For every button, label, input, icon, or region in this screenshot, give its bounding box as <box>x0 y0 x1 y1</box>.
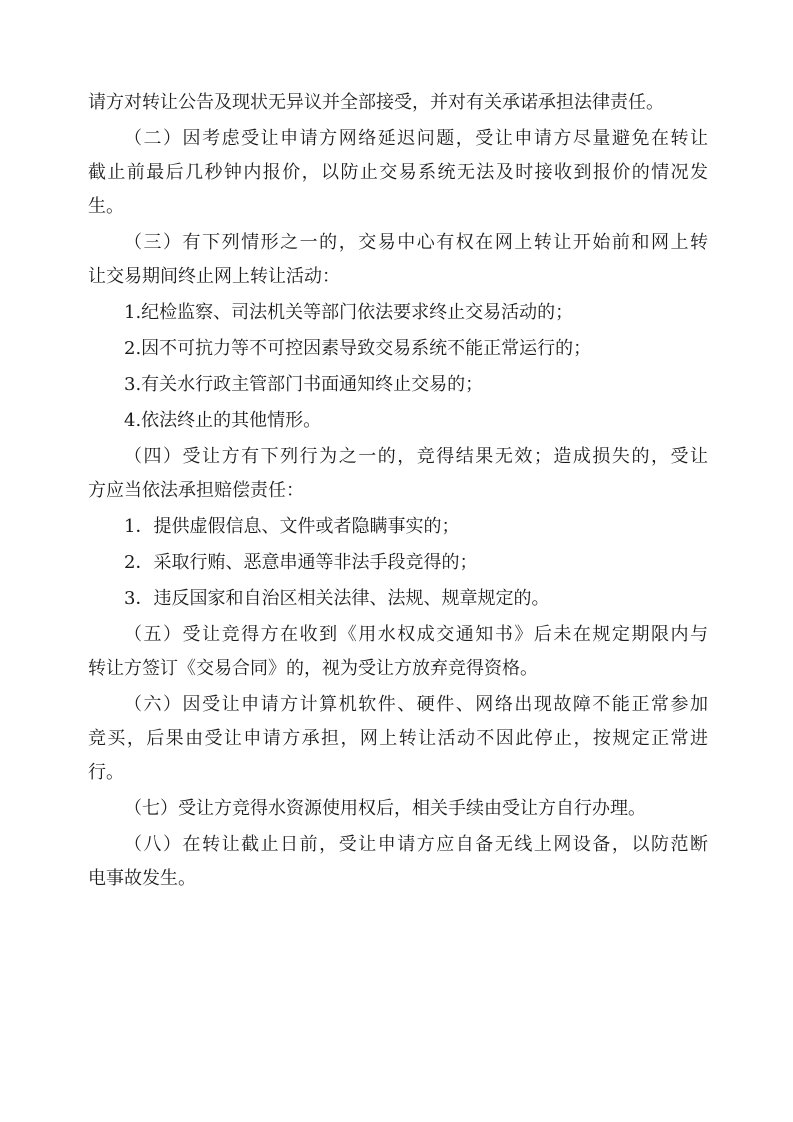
list-item: 3．违反国家和自治区相关法律、法规、规章规定的。 <box>124 588 550 609</box>
clause-6-line: 竞买，后果由受让申请方承担，网上转让活动不因此停止，按规定正常进 <box>88 728 708 749</box>
list-item: 1.纪检监察、司法机关等部门依法要求终止交易活动的； <box>124 302 574 323</box>
text-line: 请方对转让公告及现状无异议并全部接受，并对有关承诺承担法律责任。 <box>88 92 664 113</box>
list-item: 2．采取行贿、恶意串通等非法手段竞得的； <box>124 552 478 573</box>
clause-6-line: 行。 <box>88 762 124 783</box>
clause-3-line: （三）有下列情形之一的，交易中心有权在网上转让开始前和网上转 <box>124 232 708 253</box>
clause-3-line: 让交易期间终止网上转让活动： <box>88 266 340 287</box>
clause-2-line: 截止前最后几秒钟内报价，以防止交易系统无法及时接收到报价的情况发 <box>88 162 708 183</box>
clause-6-line: （六）因受让申请方计算机软件、硬件、网络出现故障不能正常参加 <box>124 694 708 715</box>
list-item: 1．提供虚假信息、文件或者隐瞒事实的； <box>124 516 460 537</box>
clause-4-line: 方应当依法承担赔偿责任： <box>88 480 304 501</box>
clause-8-line: 电事故发生。 <box>88 868 196 889</box>
clause-7-line: （七）受让方竞得水资源使用权后，相关手续由受让方自行办理。 <box>124 798 646 819</box>
clause-2-line: （二）因考虑受让申请方网络延迟问题，受让申请方尽量避免在转让 <box>124 128 708 149</box>
list-item: 3.有关水行政主管部门书面通知终止交易的； <box>124 374 484 395</box>
document-body <box>88 91 708 891</box>
list-item: 2.因不可抗力等不可控因素导致交易系统不能正常运行的； <box>124 338 592 359</box>
clause-5-line: 转让方签订《交易合同》的，视为受让方放弃竞得资格。 <box>88 658 538 679</box>
clause-8-line: （八）在转让截止日前，受让申请方应自备无线上网设备，以防范断 <box>124 834 708 855</box>
list-item: 4.依法终止的其他情形。 <box>124 410 322 431</box>
clause-2-line: 生。 <box>88 196 124 217</box>
clause-4-line: （四）受让方有下列行为之一的，竞得结果无效；造成损失的，受让 <box>124 446 708 467</box>
clause-5-line: （五）受让竞得方在收到《用水权成交通知书》后未在规定期限内与 <box>124 624 708 645</box>
